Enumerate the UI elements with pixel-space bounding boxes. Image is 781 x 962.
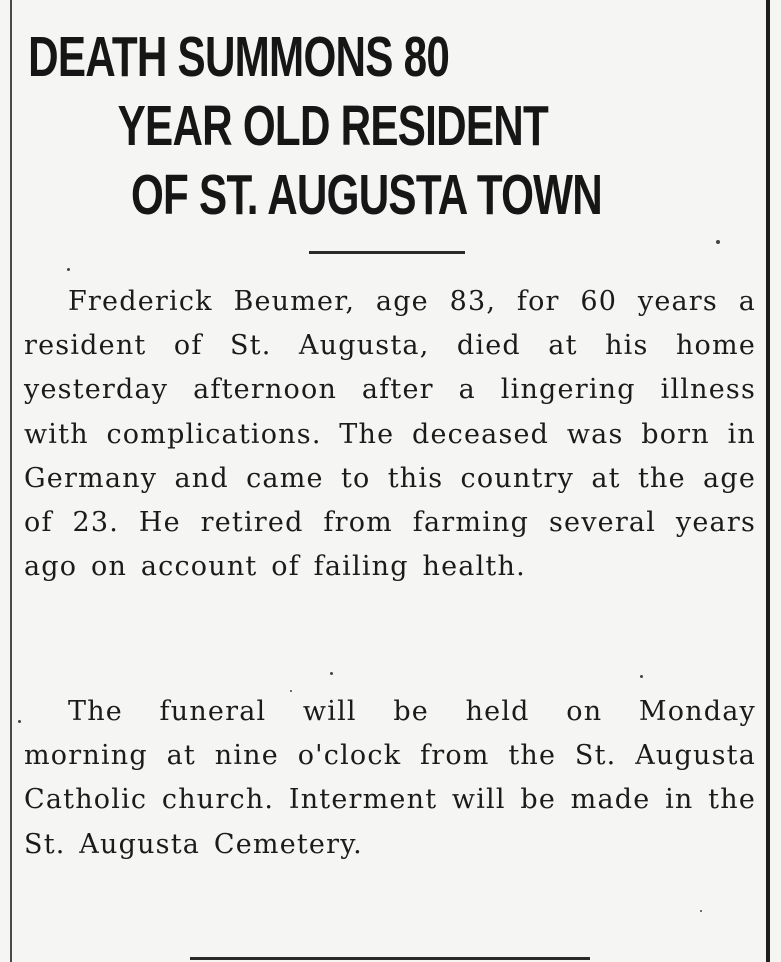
print-speck [716, 240, 720, 244]
article-paragraph-2: The funeral will be held on Monday morning at nine o'clock from the St. Augusta Catholic church. Interment will be made in the St. Augusta Cemetery. [24, 696, 756, 860]
left-column-rule [10, 0, 12, 962]
headline-line-3: OF ST. AUGUSTA TOWN [130, 163, 602, 227]
print-speck [700, 910, 702, 912]
article-paragraph-1: Frederick Beumer, age 83, for 60 years a resident of St. Augusta, died at his home yesterday afternoon after a lingering illness with complications. The deceased was born in Germany and came to this country at the age of 23. He retired from farming several years ago on account of failing health. [24, 286, 756, 583]
right-column-rule [766, 0, 770, 962]
headline-line-1: DEATH SUMMONS 80 [28, 25, 450, 89]
print-speck [18, 720, 21, 723]
bottom-rule [190, 957, 590, 960]
print-speck [640, 675, 643, 678]
headline-line-2: YEAR OLD RESIDENT [117, 94, 549, 158]
print-speck [290, 690, 292, 692]
print-speck [330, 672, 333, 675]
headline-divider [309, 251, 465, 254]
print-speck [67, 268, 70, 271]
